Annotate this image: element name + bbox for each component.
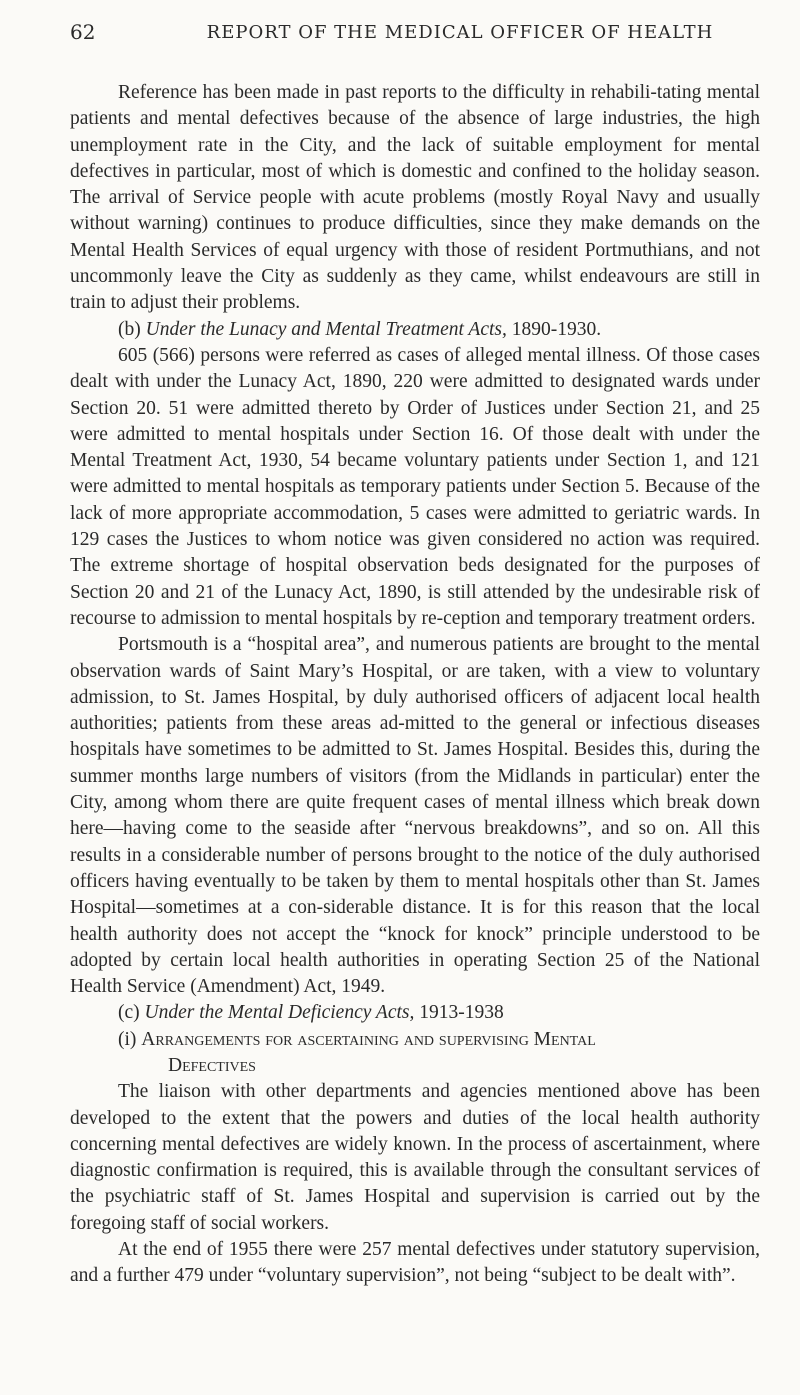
paragraph-rehabilitation: Reference has been made in past reports to the difficulty in rehabili-tating mental patients and mental defectives because of the absence of large industries, the high unemployment rate in the City, and the lack of suitable employment for mental defectives in particular, most of which is domestic and confined to the holiday season. The arrival of Service people with acute problems (mostly Royal Navy and usually without warning) continues to produce difficulties, since they make demands on the Mental Health Services of equal urgency with those of resident Portmuthians, and not uncommonly leave the City as suddenly as they came, whilst endeavours are still in train to adjust their problems. <box>70 82 760 314</box>
paragraph-lunacy-referrals: 605 (566) persons were referred as cases of alleged mental illness. Of those cases dealt with under the Lunacy Act, 1890, 220 were admitted to designated wards under Section 20. 51 were admitted thereto by Order of Justices under Section 21, and 25 were admitted to mental hospitals under Section 16. Of those dealt with under the Mental Treatment Act, 1930, 54 became voluntary patients under Section 1, and 121 were admitted to mental hospitals as temporary patients under Section 5. Because of the lack of more appropriate accommodation, 5 cases were admitted to geriatric wards. In 129 cases the Justices to whom notice was given considered no action was required. The extreme shortage of hospital observation beds designated for the purposes of Section 20 and 21 of the Lunacy Act, 1890, is still attended by the undesirable risk of recourse to admission to mental hospitals by re-ception and temporary treatment orders. <box>70 344 760 629</box>
page-number: 62 <box>70 20 96 44</box>
subsection-label-i: (i) <box>118 1028 137 1050</box>
section-label-c: (c) <box>118 1002 140 1024</box>
subsection-heading-i <box>70 1027 760 1080</box>
section-heading-b <box>70 317 760 343</box>
paragraph-statistics-1955: At the end of 1955 there were 257 mental defectives under statutory supervision, and a further 479 under “voluntary supervision”, not being “subject to be dealt with”. <box>70 1239 760 1287</box>
paragraph-hospital-area: Portsmouth is a “hospital area”, and numerous patients are brought to the mental observation wards of Saint Mary’s Hospital, or are taken, with a view to voluntary admission, to St. James Hospital, by duly authorised officers of adjacent local health authorities; patients from these areas ad-mitted to the general or infectious diseases hospitals have sometimes to be admitted to St. James Hospital. Besides this, during the summer months large numbers of visitors (from the Midlands in particular) enter the City, among whom there are quite frequent cases of mental illness which break down here—having come to the seaside after “nervous breakdowns”, and so on. All this results in a considerable number of persons brought to the notice of the duly authorised officers having eventually to be taken by them to mental hospitals other than St. James Hospital—sometimes at a con-siderable distance. It is for this reason that the local health authority does not accept the “knock for knock” principle understood to be adopted by certain local health authorities in operating Section 25 of the National Health Service (Amendment) Act, 1949. <box>70 634 760 998</box>
section-title-b: Under the Lunacy and Mental Treatment Acts, <box>145 318 507 340</box>
section-title-c: Under the Mental Deficiency Acts, <box>144 1002 415 1024</box>
section-years-c: 1913-1938 <box>419 1002 504 1024</box>
page-header <box>70 20 760 50</box>
paragraph-liaison: The liaison with other departments and agencies mentioned above has been developed to the extent that the powers and duties of the local health authority concerning mental defectives are widely known. In the process of ascertainment, where diagnostic confirmation is required, this is available through the consultant services of the psychiatric staff of St. James Hospital and supervision is carried out by the foregoing staff of social workers. <box>70 1081 760 1234</box>
subsection-title-line2: Defectives <box>168 1054 256 1076</box>
report-body <box>70 80 760 1290</box>
section-years-b: 1890-1930. <box>511 318 602 340</box>
section-label-b: (b) <box>118 318 141 340</box>
running-head: REPORT OF THE MEDICAL OFFICER OF HEALTH <box>206 22 714 43</box>
section-heading-c <box>70 1000 760 1026</box>
subsection-title-line1: Arrangements for ascertaining and supervising Mental <box>141 1028 596 1050</box>
